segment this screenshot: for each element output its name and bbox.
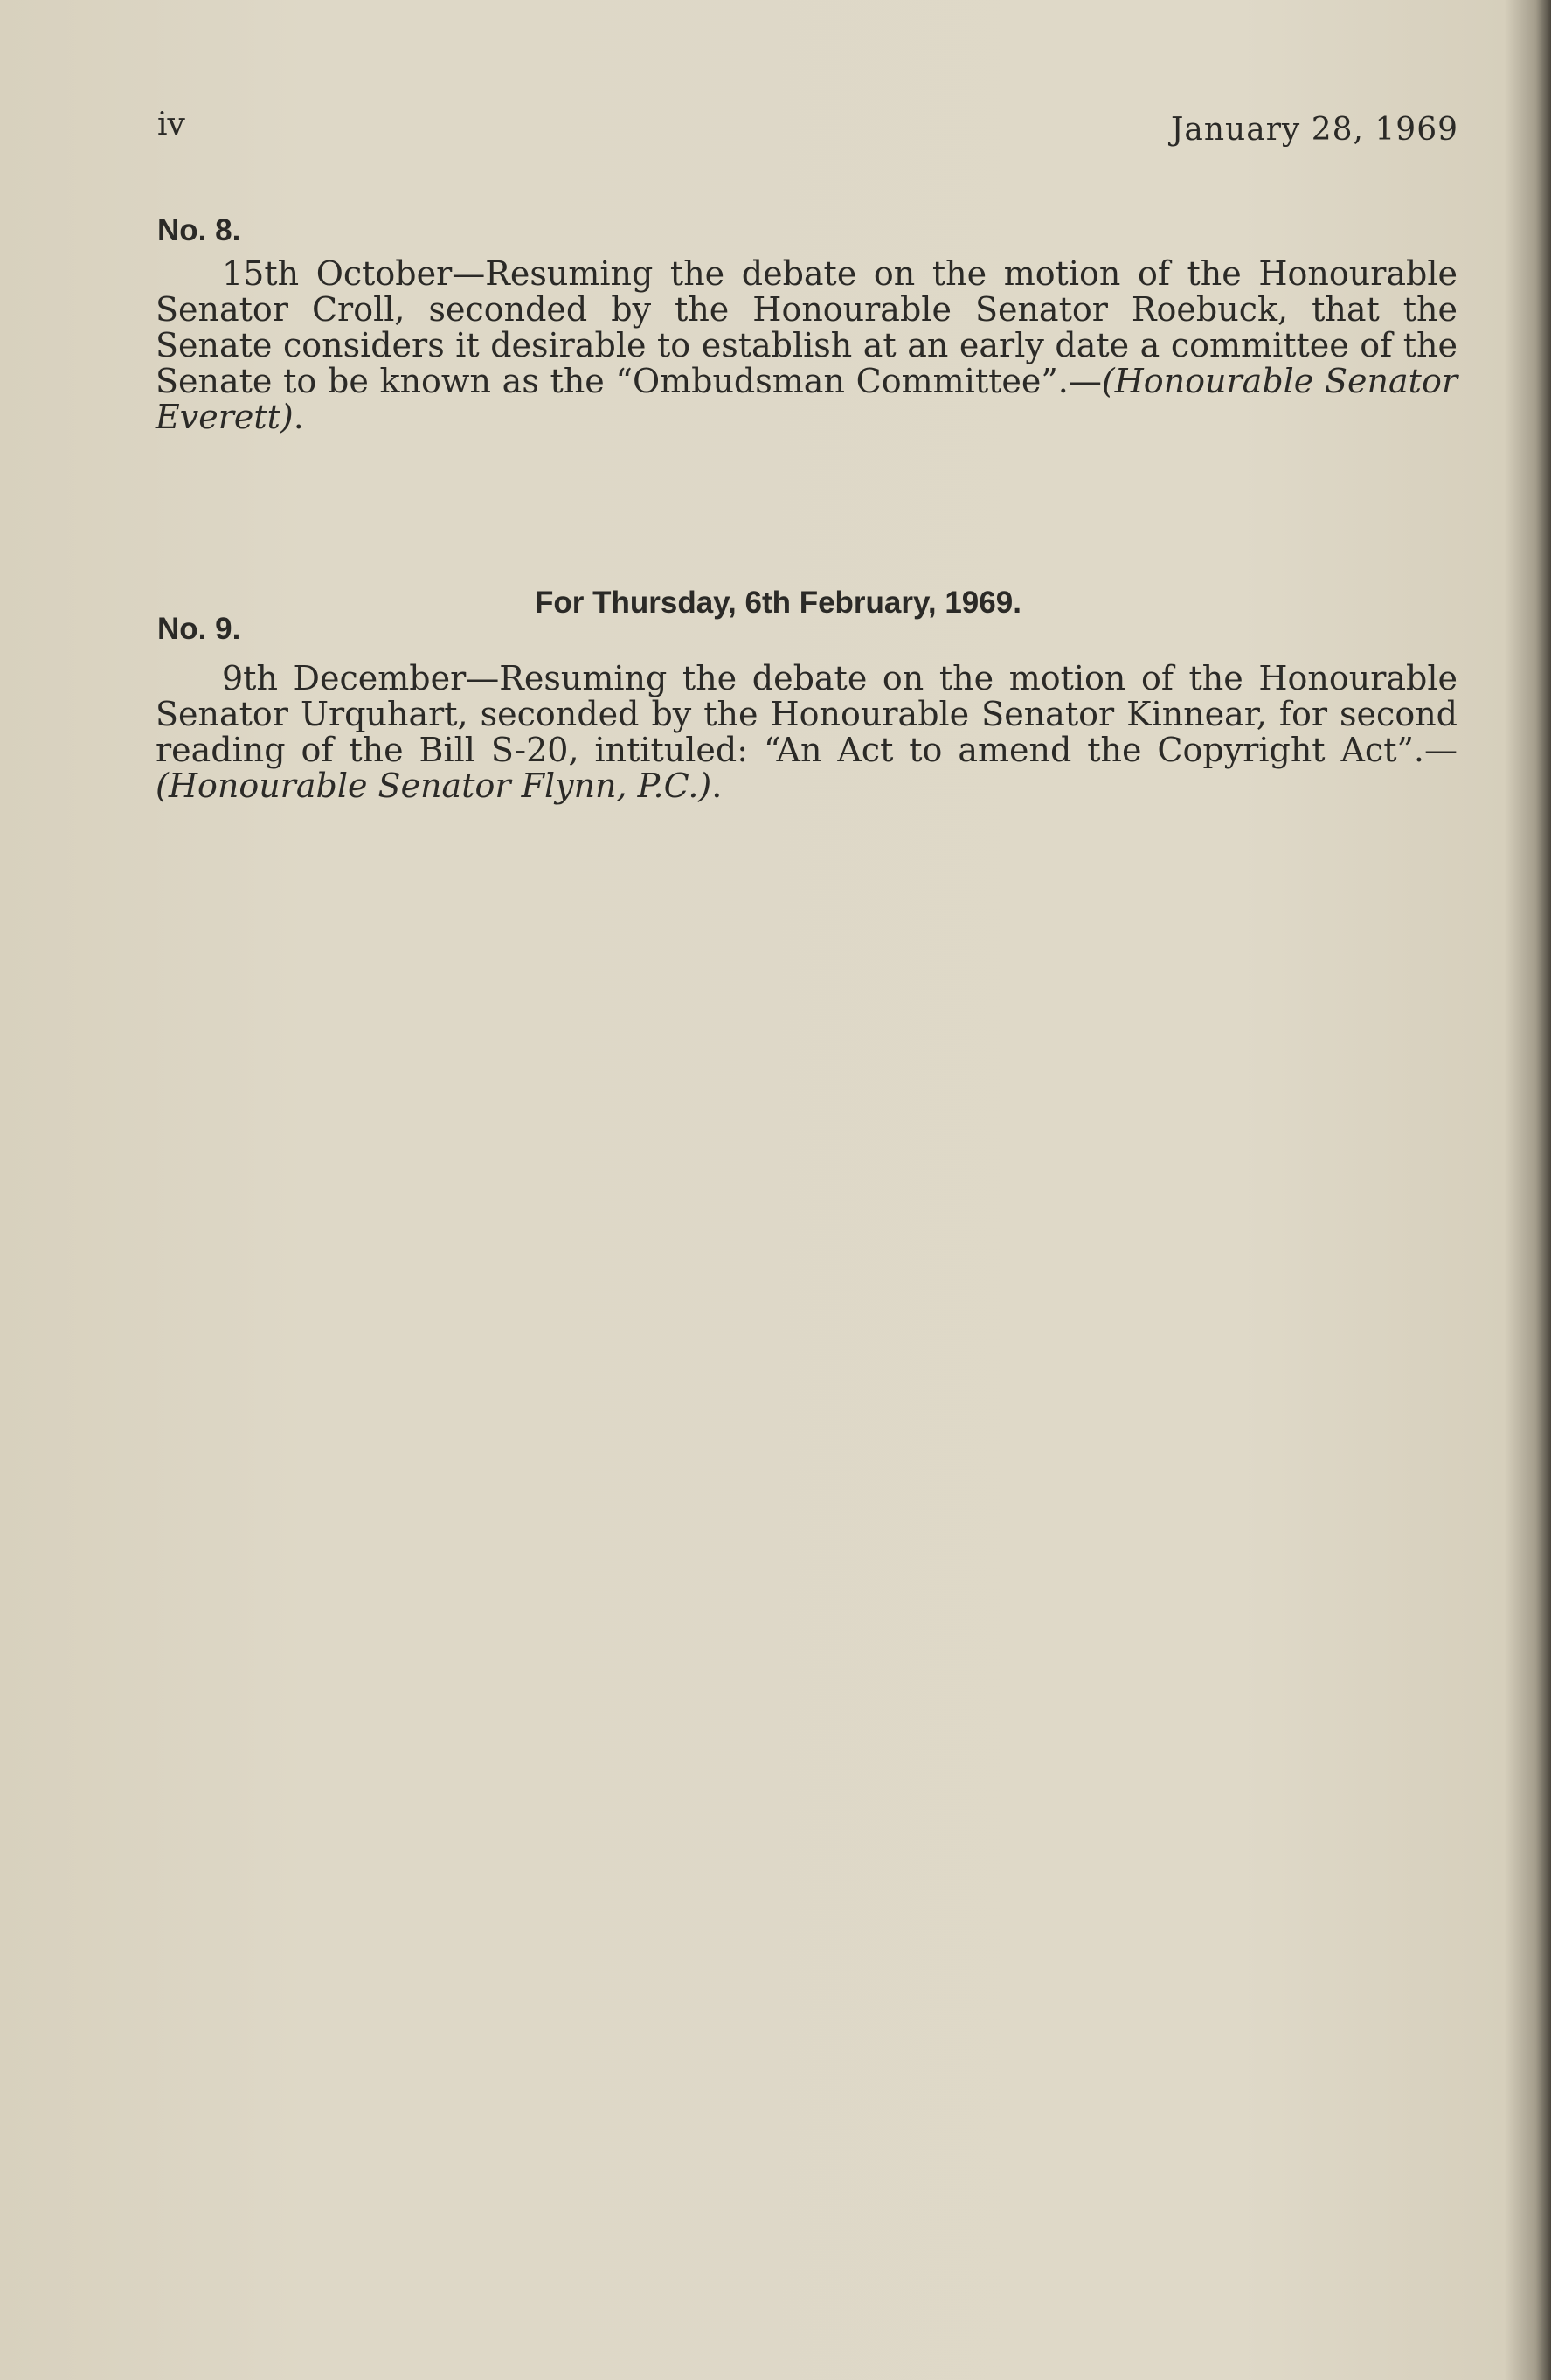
entry-number: No. 9.: [157, 612, 241, 646]
page-number: iv: [157, 107, 185, 142]
entry-body: 15th October—Resuming the debate on the motion of the Honourable Senator Croll, seconded by the Honourable Senator Roebuck, that the Senate considers it desirable to establish at an early date a committee of the Senate to be known as the “Ombudsman Committee”.—: [156, 254, 1458, 400]
entry-end: .: [293, 398, 304, 436]
entry-attribution: (Honourable Senator Everett): [156, 362, 1458, 436]
entry-body: 9th December—Resuming the debate on the motion of the Honourable Senator Urquhart, seconded by the Honourable Senator Kinnear, for second reading of the Bill S-20, intituled: “An Act to amend the Copyright Act”.—: [156, 659, 1458, 769]
entry-number: No. 8.: [157, 213, 241, 247]
page-date: January 28, 1969: [1170, 112, 1458, 148]
entry-attribution: (Honourable Senator Flynn, P.C.): [156, 767, 712, 805]
section-heading: For Thursday, 6th February, 1969.: [535, 586, 1021, 620]
entry-end: .: [711, 767, 723, 805]
entry-text: [156, 661, 1458, 804]
entry-text: [156, 256, 1458, 435]
